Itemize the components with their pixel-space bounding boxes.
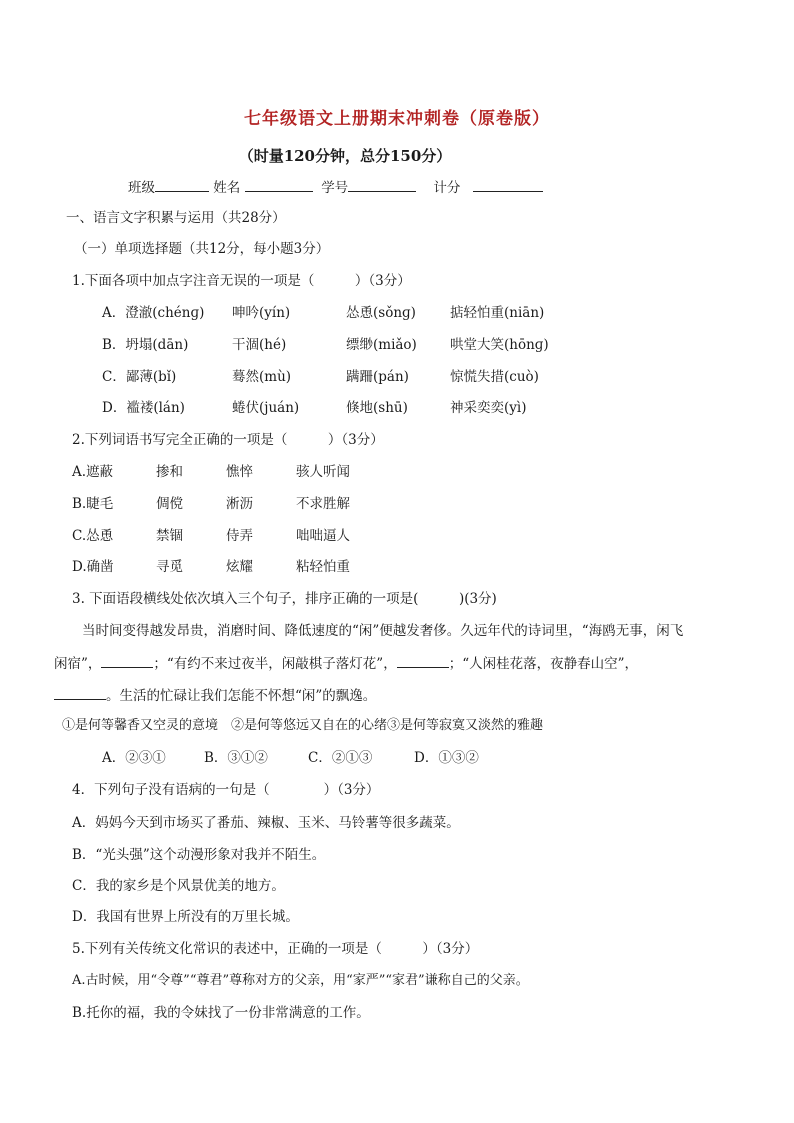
q1-option-a-3: 怂恿(sǒnɡ) xyxy=(346,305,416,321)
q3-blank-3[interactable] xyxy=(54,687,106,700)
id-label: 学号 xyxy=(321,180,349,196)
q2-option-b-1: B.睫毛 xyxy=(72,496,114,512)
subsection-heading: （一）单项选择题（共12分，每小题3分） xyxy=(74,241,330,257)
q1-option-d-2: 蜷伏(juán) xyxy=(232,400,300,416)
q3-choices-line: ①是何等馨香又空灵的意境 ②是何等悠远又自在的心绪③是何等寂寞又淡然的雅趣 xyxy=(62,718,544,733)
q4-option-d: D．我国有世界上所没有的万里长城。 xyxy=(72,909,299,925)
q4-option-c: C．我的家乡是个风景优美的地方。 xyxy=(72,878,285,894)
q3-paragraph-line-1: 当时间变得越发昂贵，消磨时间、降低速度的“闲”便越发奢侈。久远年代的诗词里，“海鸥无事，闲飞 xyxy=(82,623,684,639)
q1-option-c-4: 惊慌失措(cuò) xyxy=(450,369,539,385)
question-3-stem: 3. 下面语段横线处依次填入三个句子，排序正确的一项是( )(3分) xyxy=(72,591,497,607)
q2-option-c-2: 禁锢 xyxy=(156,528,183,544)
q1-option-a-2: 呻吟(yín) xyxy=(232,305,291,321)
name-label: 姓名 xyxy=(213,180,241,196)
q2-option-d-2: 寻觅 xyxy=(156,559,183,575)
q1-option-c-2: 蓦然(mù) xyxy=(232,369,292,385)
question-2-stem: 2.下列词语书写完全正确的一项是（ ）（3分） xyxy=(72,432,384,448)
q2-option-c-3: 侍弄 xyxy=(226,528,253,544)
q3-option-b: B．③①② xyxy=(204,750,268,766)
q3-blank-2[interactable] xyxy=(397,655,449,668)
q3-option-a: A．②③① xyxy=(102,750,166,766)
class-blank[interactable] xyxy=(155,177,209,192)
q4-option-b: B．“光头强”这个动漫形象对我并不陌生。 xyxy=(72,847,326,863)
q1-option-c-3: 蹒跚(pán) xyxy=(346,369,409,385)
q2-option-b-4: 不求胜解 xyxy=(296,496,350,512)
q2-option-b-2: 倜傥 xyxy=(156,496,183,512)
question-5-stem: 5.下列有关传统文化常识的表述中，正确的一项是（ ）（3分） xyxy=(72,941,479,957)
q2-option-d-1: D.确凿 xyxy=(72,559,114,575)
q2-option-c-4: 咄咄逼人 xyxy=(296,528,350,544)
section-heading: 一、语言文字积累与运用（共28分） xyxy=(66,210,286,226)
q3-para-text-c: ；“人闲桂花落，夜静春山空”， xyxy=(448,656,639,672)
name-blank[interactable] xyxy=(245,177,313,192)
q3-para-text-b: ；“有约不来过夜半，闲敲棋子落灯花”， xyxy=(153,656,397,672)
q5-option-b: B.托你的福，我的令妹找了一份非常满意的工作。 xyxy=(72,1005,370,1021)
score-blank[interactable] xyxy=(473,177,543,192)
q2-option-a-3: 憔悴 xyxy=(226,464,253,480)
q3-para-text-d: 。生活的忙碌让我们怎能不怀想“闲”的飘逸。 xyxy=(106,688,377,704)
question-1-stem: 1.下面各项中加点字注音无误的一项是（ ）（3分） xyxy=(72,273,411,289)
q2-option-d-4: 粘轻怕重 xyxy=(296,559,350,575)
q5-option-a: A.古时候，用“令尊”“尊君”尊称对方的父亲，用“家严”“家君”谦称自己的父亲。 xyxy=(72,973,529,988)
q1-option-b-2: 干涸(hé) xyxy=(232,337,287,353)
q1-option-d-1: D．褴褛(lán) xyxy=(102,400,185,416)
question-4-stem: 4．下列句子没有语病的一句是（ ）（3分） xyxy=(72,782,380,798)
q1-option-a-4: 掂轻怕重(niān) xyxy=(450,305,545,321)
q3-option-d: D．①③② xyxy=(414,750,479,766)
q3-para-text-a: 闲宿”， xyxy=(54,656,102,672)
page-title: 七年级语文上册期末冲刺卷（原卷版） xyxy=(244,109,550,129)
score-label: 计分 xyxy=(433,180,461,196)
q1-option-c-1: C．鄙薄(bǐ) xyxy=(102,369,177,385)
q3-paragraph-line-2 xyxy=(54,655,638,673)
q2-option-b-3: 淅沥 xyxy=(226,496,253,512)
q1-option-b-4: 哄堂大笑(hōnɡ) xyxy=(450,337,549,353)
q3-paragraph-line-3 xyxy=(54,687,376,705)
q1-option-b-3: 缥缈(miǎo) xyxy=(346,337,417,353)
q1-option-d-3: 倏地(shū) xyxy=(346,400,408,416)
q4-option-a: A．妈妈今天到市场买了番茄、辣椒、玉米、马铃薯等很多蔬菜。 xyxy=(72,815,460,831)
q1-option-d-4: 神采奕奕(yì) xyxy=(450,400,527,416)
q2-option-c-1: C.怂恿 xyxy=(72,528,114,544)
q3-option-c: C．②①③ xyxy=(308,750,373,766)
id-blank[interactable] xyxy=(348,177,416,192)
exam-duration-score: （时量120分钟，总分150分） xyxy=(238,147,452,165)
q2-option-a-1: A.遮蔽 xyxy=(72,464,114,480)
class-label: 班级 xyxy=(128,180,155,196)
q2-option-d-3: 炫耀 xyxy=(226,559,253,575)
q1-option-b-1: B．坍塌(dān) xyxy=(102,337,189,353)
q3-blank-1[interactable] xyxy=(101,655,153,668)
q2-option-a-4: 骇人听闻 xyxy=(296,464,350,480)
q2-option-a-2: 掺和 xyxy=(156,464,183,480)
student-info-line xyxy=(128,176,543,196)
q1-option-a-1: A．澄澈(chénɡ) xyxy=(102,305,205,321)
